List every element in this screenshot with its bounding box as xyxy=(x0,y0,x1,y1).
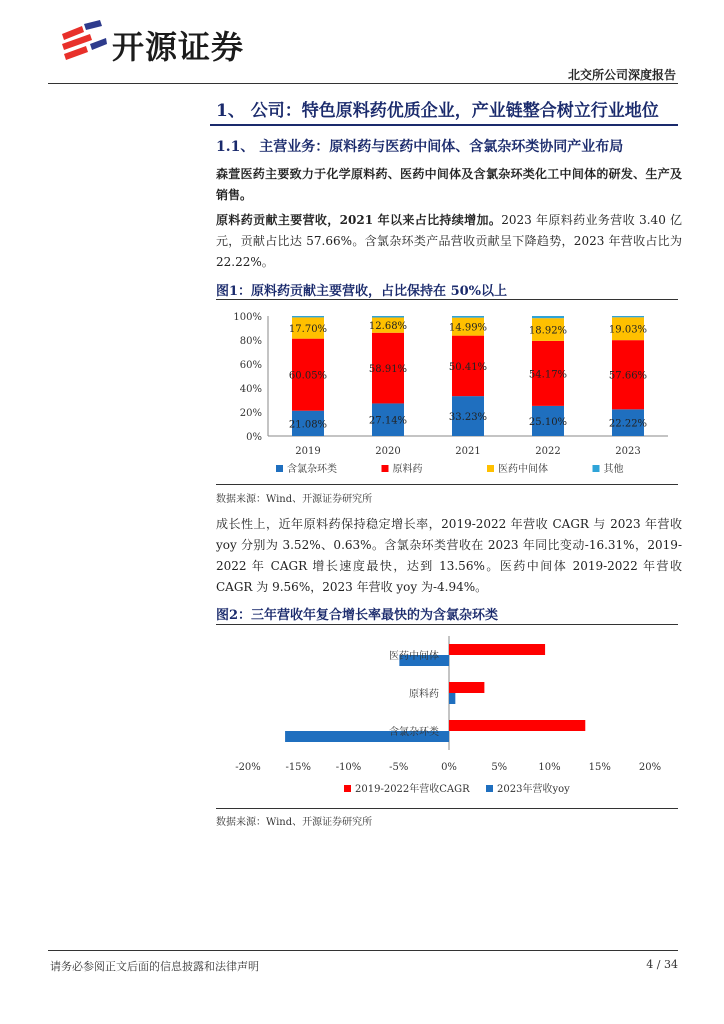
paragraph-intro: 森萱医药主要致力于化学原料药、医药中间体及含氯杂环类化工中间体的研发、生产及销售。 xyxy=(216,167,682,202)
y-tick-label: 60% xyxy=(239,360,262,371)
horizontal-bar-chart xyxy=(216,628,682,806)
legend-label: 原料药 xyxy=(392,464,423,475)
figure-1-top-rule xyxy=(216,299,678,300)
bar xyxy=(449,644,545,655)
figure-2-top-rule xyxy=(216,624,678,625)
data-label: 19.03% xyxy=(608,324,648,336)
data-label: 12.68% xyxy=(368,321,408,333)
figure-2-bottom-rule xyxy=(216,808,678,809)
data-label: 22.22% xyxy=(608,418,648,430)
brand-logo-icon xyxy=(60,20,108,64)
data-label: 33.23% xyxy=(448,412,488,424)
figure-1-source: 数据来源：Wind、开源证券研究所 xyxy=(216,494,373,505)
paragraph-revenue-lead: 原料药贡献主要营收，2021 年以来占比持续增加。 xyxy=(216,213,502,227)
category-label: 医药中间体 xyxy=(389,651,439,662)
x-tick-label: 0% xyxy=(441,762,457,773)
legend-swatch xyxy=(593,465,600,472)
y-tick-label: 20% xyxy=(239,408,262,419)
bar-segment xyxy=(372,316,404,318)
bar-segment xyxy=(292,316,324,317)
data-label: 17.70% xyxy=(288,324,328,336)
data-label: 14.99% xyxy=(448,322,488,334)
data-label: 60.05% xyxy=(288,370,328,382)
data-label: 54.17% xyxy=(528,369,568,381)
page-number: 4 / 34 xyxy=(646,958,678,971)
figure-1-bottom-rule xyxy=(216,484,678,485)
legend-label: 含氯杂环类 xyxy=(287,464,337,475)
y-tick-label: 0% xyxy=(246,432,262,443)
paragraph-revenue-body: 2023 年原料药业务营收 3.40 亿元，贡献占比达 57.66%。含氯杂环类产品营收贡献呈下降趋势，2023 年营收占比为 22.22%。 xyxy=(216,213,683,269)
stacked-bar-chart xyxy=(216,302,682,482)
x-tick-label: 15% xyxy=(588,762,611,773)
bar-segment xyxy=(612,316,644,317)
legend-label: 2023年营收yoy xyxy=(497,784,570,795)
x-tick-label: 2023 xyxy=(615,446,641,457)
legend-swatch xyxy=(487,465,494,472)
section-heading: 1、 公司：特色原料药优质企业，产业链整合树立行业地位 xyxy=(216,101,659,121)
x-tick-label: 20% xyxy=(638,762,662,773)
bar-segment xyxy=(452,316,484,318)
category-label: 含氯杂环类 xyxy=(389,727,439,738)
legend-swatch xyxy=(276,465,283,472)
data-label: 27.14% xyxy=(368,415,408,427)
y-tick-label: 100% xyxy=(233,312,262,323)
x-tick-label: 2021 xyxy=(455,446,481,457)
section-rule xyxy=(210,124,678,126)
header-rule xyxy=(48,83,678,84)
figure-2-source: 数据来源：Wind、开源证券研究所 xyxy=(216,817,373,828)
x-tick-label: 5% xyxy=(491,762,508,773)
footer-disclaimer: 请务必参阅正文后面的信息披露和法律声明 xyxy=(50,960,259,973)
category-label: 原料药 xyxy=(409,689,439,700)
paragraph-growth: 成长性上，近年原料药保持稳定增长率，2019-2022 年营收 CAGR 与 2023 年营收 yoy 分别为 3.52%、0.63%。含氯杂环类营收在 2023 年同比变动-16.31%，2019-2022 年 CAGR 增长速度最快，达到 13.56%。医药中间体 2019-2022 年营收 CAGR 为 9.56%，2023 年营收 yoy 为-4.94%。 xyxy=(216,517,682,594)
x-tick-label: -20% xyxy=(235,762,261,773)
legend-swatch xyxy=(486,785,493,792)
data-label: 57.66% xyxy=(608,370,648,382)
paragraph-revenue xyxy=(216,210,682,273)
x-tick-label: 2020 xyxy=(375,446,401,457)
figure-1-title: 图1：原料药贡献主要营收，占比保持在 50%以上 xyxy=(216,284,508,299)
y-tick-label: 40% xyxy=(239,384,262,395)
x-tick-label: 2019 xyxy=(295,446,321,457)
x-tick-label: -15% xyxy=(285,762,312,773)
figure-2-title: 图2：三年营收年复合增长率最快的为含氯杂环类 xyxy=(216,608,499,623)
data-label: 58.91% xyxy=(368,364,408,376)
legend-label: 其他 xyxy=(603,464,624,475)
subsection-heading: 1.1、 主营业务：原料药与医药中间体、含氯杂环类协同产业布局 xyxy=(216,139,624,155)
report-type: 北交所公司深度报告 xyxy=(567,68,676,82)
data-label: 25.10% xyxy=(528,416,568,428)
legend-label: 医药中间体 xyxy=(498,464,548,475)
data-label: 21.08% xyxy=(288,419,328,431)
bar xyxy=(449,720,585,731)
bar-segment xyxy=(532,316,564,318)
data-label: 18.92% xyxy=(528,325,568,337)
x-tick-label: -5% xyxy=(389,762,409,773)
legend-swatch xyxy=(344,785,351,792)
footer-rule xyxy=(48,950,678,951)
bar xyxy=(449,682,484,693)
x-tick-label: 2022 xyxy=(535,446,561,457)
brand-name: 开源证券 xyxy=(112,28,245,66)
y-tick-label: 80% xyxy=(239,336,262,347)
data-label: 50.41% xyxy=(448,361,488,373)
x-tick-label: -10% xyxy=(335,762,362,773)
bar xyxy=(449,693,455,704)
x-tick-label: 10% xyxy=(538,762,561,773)
legend-label: 2019-2022年营收CAGR xyxy=(355,784,470,795)
legend-swatch xyxy=(382,465,389,472)
